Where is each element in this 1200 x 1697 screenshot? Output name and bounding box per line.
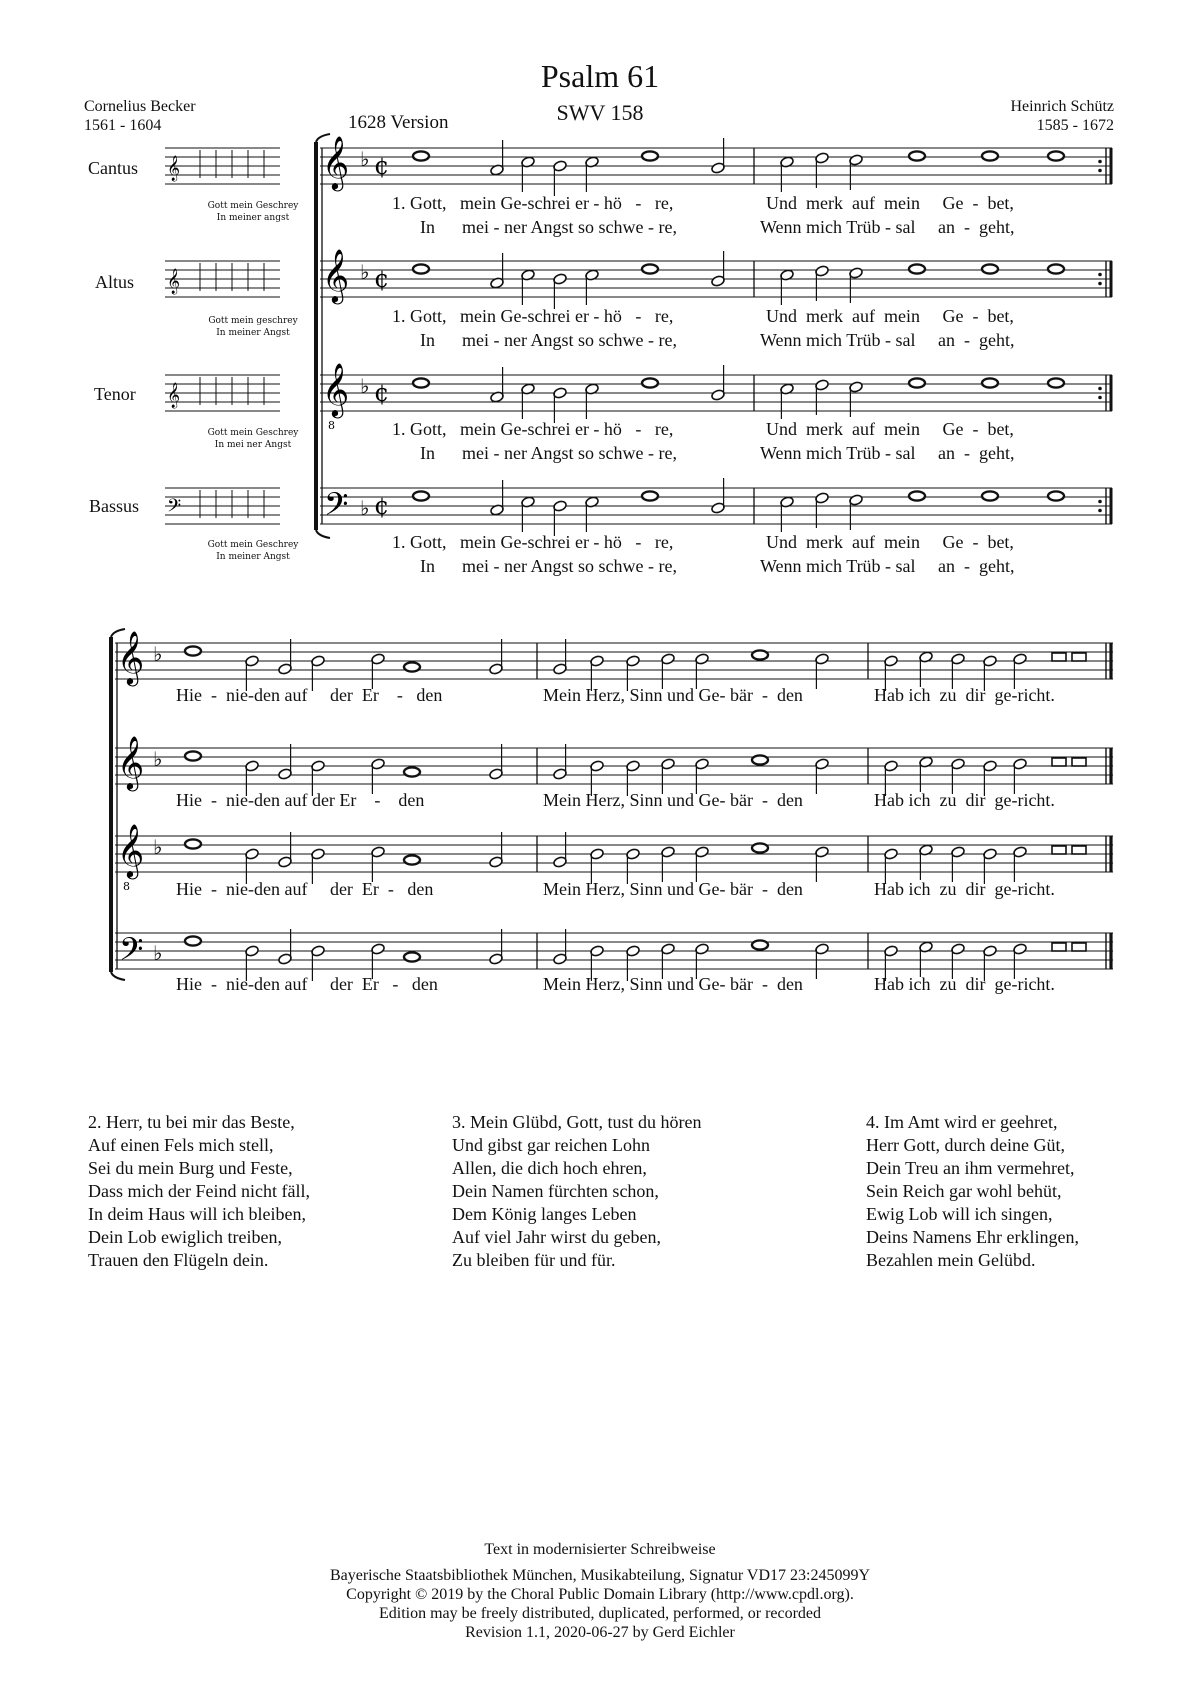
lyric-bassus-measure-1: Hie - nie-den auf der Er - den <box>176 974 438 994</box>
whole-note <box>1048 151 1064 160</box>
lyric-line-cantus-v1-m1: 1. Gott, mein Ge-schrei er - hö - re, <box>392 193 674 213</box>
cut-time: ¢ <box>374 152 390 180</box>
whole-note <box>982 491 998 500</box>
incipit-clef: 𝄢 <box>167 496 182 521</box>
lyric-altus-measure-1: Hie - nie-den auf der Er - den <box>176 790 425 810</box>
lyric-line-tenor-v2-m2: Wenn mich Trüb - sal an - geht, <box>760 443 1015 463</box>
flat-sign: ♭ <box>360 147 370 171</box>
breve-note <box>1072 943 1086 951</box>
breve-note <box>1072 758 1086 766</box>
whole-note <box>752 650 768 659</box>
whole-note <box>909 378 925 387</box>
treble-clef: 𝄞 <box>117 630 145 684</box>
cut-time: ¢ <box>374 492 390 520</box>
flat-sign: ♭ <box>360 374 370 398</box>
bass-clef: 𝄢 <box>119 931 144 975</box>
repeat-dot <box>1098 509 1102 513</box>
breve-note <box>1072 846 1086 854</box>
lyric-cantus-measure-1: Hie - nie-den auf der Er - den <box>176 685 443 705</box>
whole-note <box>404 952 420 961</box>
lyric-tenor-measure-1: Hie - nie-den auf der Er - den <box>176 879 434 899</box>
lyric-line-bassus-v2-m2: Wenn mich Trüb - sal an - geht, <box>760 556 1015 576</box>
whole-note <box>185 839 201 848</box>
whole-note <box>1048 491 1064 500</box>
cut-time: ¢ <box>374 265 390 293</box>
flat-sign: ♭ <box>153 642 163 666</box>
voice-label-tenor: Tenor <box>94 384 136 404</box>
bass-clef: 𝄢 <box>324 486 349 530</box>
whole-note <box>404 855 420 864</box>
whole-note <box>413 264 429 273</box>
lyric-cantus-measure-2: Mein Herz, Sinn und Ge- bär - den <box>543 685 803 705</box>
lyric-line-altus-v1-m2: Und merk auf mein Ge - bet, <box>766 306 1014 326</box>
breve-note <box>1052 943 1066 951</box>
whole-note <box>404 662 420 671</box>
whole-note <box>642 151 658 160</box>
verse-3: 3. Mein Glübd, Gott, tust du hören Und gibst gar reichen Lohn Allen, die dich hoch ehren, Dein Namen fürchten schon, Dem König langes Leben Auf viel Jahr wirst du geben, Zu bleiben für und für. <box>452 1112 702 1270</box>
whole-note <box>909 151 925 160</box>
page-title: Psalm 61 <box>540 58 660 94</box>
treble-clef: 𝄞 <box>322 248 350 302</box>
lyric-line-bassus-v1-m1: 1. Gott, mein Ge-schrei er - hö - re, <box>392 532 674 552</box>
repeat-dot <box>1098 387 1102 391</box>
repeat-dot <box>1098 169 1102 173</box>
breve-note <box>1052 758 1066 766</box>
whole-note <box>982 151 998 160</box>
incipit-text-bassus: Gott mein Geschrey In meiner Angst <box>207 540 299 562</box>
verse-4: 4. Im Amt wird er geehret, Herr Gott, durch deine Güt, Dein Treu an ihm vermehret, Sein Reich gar wohl behüt, Ewig Lob will ich singen, Deins Namens Ehr erklingen, Bezahlen mein Gelübd. <box>866 1112 1079 1270</box>
whole-note <box>1048 264 1064 273</box>
lyric-cantus-measure-3: Hab ich zu dir ge-richt. <box>874 685 1055 705</box>
flat-sign: ♭ <box>153 747 163 771</box>
lyric-line-tenor-v1-m1: 1. Gott, mein Ge-schrei er - hö - re, <box>392 419 674 439</box>
whole-note <box>909 264 925 273</box>
whole-note <box>642 264 658 273</box>
footer-copyright: Copyright © 2019 by the Choral Public Domain Library (http://www.cpdl.org). <box>346 1586 854 1603</box>
flat-sign: ♭ <box>153 835 163 859</box>
treble-clef: 𝄞 <box>322 362 350 416</box>
repeat-dot <box>1098 160 1102 164</box>
whole-note <box>642 491 658 500</box>
voice-label-cantus: Cantus <box>88 158 139 178</box>
footer-revision: Revision 1.1, 2020-06-27 by Gerd Eichler <box>465 1624 735 1641</box>
lyric-tenor-measure-2: Mein Herz, Sinn und Ge- bär - den <box>543 879 803 899</box>
whole-note <box>413 151 429 160</box>
breve-note <box>1052 653 1066 661</box>
incipit-text-tenor: Gott mein Geschrey In mei ner Angst <box>207 428 299 450</box>
whole-note <box>185 751 201 760</box>
incipit-text-altus: Gott mein geschrey In meiner Angst <box>208 316 298 338</box>
whole-note <box>752 940 768 949</box>
incipit-clef: 𝄞 <box>167 383 181 408</box>
bracket-hook <box>316 530 330 538</box>
flat-sign: ♭ <box>360 260 370 284</box>
footer-license: Edition may be freely distributed, duplicated, performed, or recorded <box>378 1605 822 1622</box>
footer-note: Text in modernisierter Schreibweise <box>484 1541 716 1558</box>
verse-2: 2. Herr, tu bei mir das Beste, Auf einen Fels mich stell, Sei du mein Burg und Feste, Dass mich der Feind nicht fäll, In deim Haus will ich bleiben, Dein Lob ewiglich treiben, Trauen den Flügeln dein. <box>88 1112 310 1270</box>
breve-note <box>1072 653 1086 661</box>
poet-name: Cornelius Becker <box>84 98 196 115</box>
whole-note <box>413 378 429 387</box>
repeat-dot <box>1098 273 1102 277</box>
incipit-text-cantus: Gott mein Geschrey In meiner angst <box>207 201 299 223</box>
octave-mark: 8 <box>328 419 335 432</box>
lyric-altus-measure-3: Hab ich zu dir ge-richt. <box>874 790 1055 810</box>
flat-sign: ♭ <box>153 941 163 965</box>
footer-source: Bayerische Staatsbibliothek München, Musikabteilung, Signatur VD17 23:245099Y <box>329 1567 871 1584</box>
version-label: 1628 Version <box>348 112 449 133</box>
lyric-line-tenor-v1-m2: Und merk auf mein Ge - bet, <box>766 419 1014 439</box>
lyric-line-tenor-v2-m1: In mei - ner Angst so schwe - re, <box>420 443 677 463</box>
lyric-tenor-measure-3: Hab ich zu dir ge-richt. <box>874 879 1055 899</box>
treble-clef: 𝄞 <box>117 735 145 789</box>
flat-sign: ♭ <box>360 496 370 520</box>
whole-note <box>185 646 201 655</box>
page-subtitle: SWV 158 <box>556 100 644 125</box>
lyric-line-altus-v2-m2: Wenn mich Trüb - sal an - geht, <box>760 330 1015 350</box>
composer-name: Heinrich Schütz <box>1010 98 1114 115</box>
lyric-bassus-measure-3: Hab ich zu dir ge-richt. <box>874 974 1055 994</box>
breve-note <box>1052 846 1066 854</box>
lyric-line-cantus-v2-m2: Wenn mich Trüb - sal an - geht, <box>760 217 1015 237</box>
incipit-clef: 𝄞 <box>167 269 181 294</box>
lyric-bassus-measure-2: Mein Herz, Sinn und Ge- bär - den <box>543 974 803 994</box>
whole-note <box>185 936 201 945</box>
composer-dates: 1585 - 1672 <box>1036 117 1114 134</box>
lyric-line-altus-v2-m1: In mei - ner Angst so schwe - re, <box>420 330 677 350</box>
lyric-line-altus-v1-m1: 1. Gott, mein Ge-schrei er - hö - re, <box>392 306 674 326</box>
repeat-dot <box>1098 500 1102 504</box>
whole-note <box>404 767 420 776</box>
whole-note <box>752 755 768 764</box>
whole-note <box>413 491 429 500</box>
cut-time: ¢ <box>374 379 390 407</box>
octave-mark: 8 <box>123 880 130 893</box>
repeat-dot <box>1098 282 1102 286</box>
lyric-line-bassus-v2-m1: In mei - ner Angst so schwe - re, <box>420 556 677 576</box>
lyric-altus-measure-2: Mein Herz, Sinn und Ge- bär - den <box>543 790 803 810</box>
whole-note <box>752 843 768 852</box>
whole-note <box>1048 378 1064 387</box>
lyric-line-bassus-v1-m2: Und merk auf mein Ge - bet, <box>766 532 1014 552</box>
treble-clef: 𝄞 <box>322 135 350 189</box>
whole-note <box>642 378 658 387</box>
repeat-dot <box>1098 396 1102 400</box>
poet-dates: 1561 - 1604 <box>84 117 162 134</box>
treble-clef: 𝄞 <box>117 823 145 877</box>
lyric-line-cantus-v2-m1: In mei - ner Angst so schwe - re, <box>420 217 677 237</box>
voice-label-altus: Altus <box>95 272 135 292</box>
whole-note <box>982 264 998 273</box>
voice-label-bassus: Bassus <box>89 496 140 516</box>
whole-note <box>982 378 998 387</box>
incipit-clef: 𝄞 <box>167 156 181 181</box>
whole-note <box>909 491 925 500</box>
lyric-line-cantus-v1-m2: Und merk auf mein Ge - bet, <box>766 193 1014 213</box>
